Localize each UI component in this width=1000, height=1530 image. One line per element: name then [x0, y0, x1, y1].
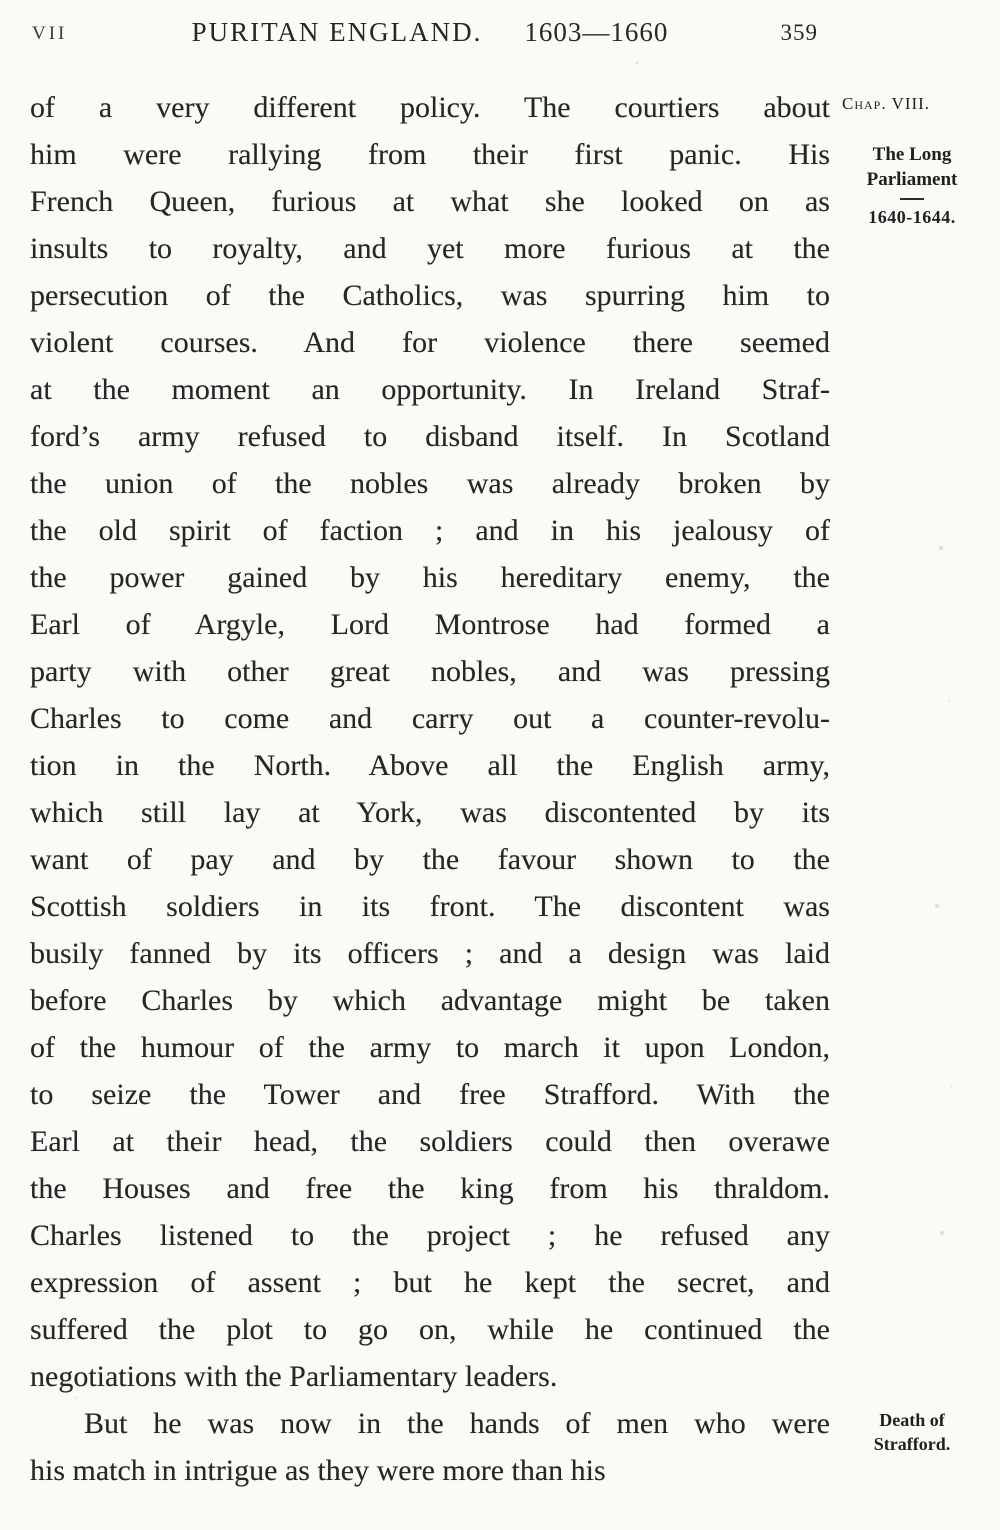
text-line: tion in the North. Above all the English army, — [30, 749, 830, 782]
text-line: busily fanned by its officers ; and a design was laid — [30, 937, 830, 970]
running-header — [30, 16, 830, 56]
sidenote-long-parliament-dates: 1640-1644. — [868, 207, 956, 227]
text-line: of a very different policy. The courtiers about — [30, 91, 830, 124]
text-line: want of pay and by the favour shown to the — [30, 843, 830, 876]
sidenote-chapter: Chap. VIII. — [842, 94, 931, 113]
text-line: Scottish soldiers in its front. The discontent was — [30, 890, 830, 923]
text-line: the power gained by his hereditary enemy, the — [30, 561, 830, 594]
text-line: the Houses and free the king from his thraldom. — [30, 1172, 830, 1205]
text-line: expression of assent ; but he kept the secret, and — [30, 1266, 830, 1299]
body-text — [30, 84, 830, 1494]
sidenote-death-line2: Strafford. — [873, 1434, 951, 1454]
text-line: persecution of the Catholics, was spurring him to — [30, 279, 830, 312]
text-line: Earl at their head, the soldiers could then overawe — [30, 1125, 830, 1158]
text-line: him were rallying from their first panic. His — [30, 138, 830, 171]
sidenote-long-parliament-line1: The Long — [872, 144, 952, 165]
text-line: before Charles by which advantage might be taken — [30, 984, 830, 1017]
header-title: PURITAN ENGLAND. — [191, 17, 483, 47]
text-line: of the humour of the army to march it upon London, — [30, 1031, 830, 1064]
text-line: which still lay at York, was discontented by its — [30, 796, 830, 829]
text-line: his match in intrigue as they were more than his — [30, 1454, 606, 1487]
text-line: at the moment an opportunity. In Ireland Straf- — [30, 373, 830, 406]
text-line: But he was now in the hands of men who were — [84, 1407, 830, 1440]
text-line: the old spirit of faction ; and in his jealousy of — [30, 514, 830, 547]
text-line: suffered the plot to go on, while he continued the — [30, 1313, 830, 1346]
page-number: 359 — [780, 20, 818, 45]
text-line: French Queen, furious at what she looked on as — [30, 185, 830, 218]
text-line: party with other great nobles, and was pressing — [30, 655, 830, 688]
scan-speckles — [0, 0, 2, 2]
text-line: violent courses. And for violence there seemed — [30, 326, 830, 359]
text-line: Charles listened to the project ; he refused any — [30, 1219, 830, 1252]
header-title-group — [30, 16, 830, 48]
sidenote-long-parliament-line2: Parliament — [866, 169, 958, 190]
text-line: Charles to come and carry out a counter-revolu- — [30, 702, 830, 735]
text-line: to seize the Tower and free Strafford. With the — [30, 1078, 830, 1111]
header-chapter-numeral: VII — [32, 23, 68, 44]
text-line: negotiations with the Parliamentary leaders. — [30, 1360, 558, 1393]
text-line: insults to royalty, and yet more furious at the — [30, 232, 830, 265]
text-line: Earl of Argyle, Lord Montrose had formed a — [30, 608, 830, 641]
text-line: ford’s army refused to disband itself. In Scotland — [30, 420, 830, 453]
header-date-range: 1603—1660 — [524, 17, 669, 47]
sidenote-long-parliament — [842, 142, 982, 230]
sidenote-death-of-strafford — [842, 1408, 982, 1456]
sidenote-rule — [900, 198, 924, 200]
sidenote-death-line1: Death of — [879, 1410, 945, 1430]
text-line: the union of the nobles was already broken by — [30, 467, 830, 500]
